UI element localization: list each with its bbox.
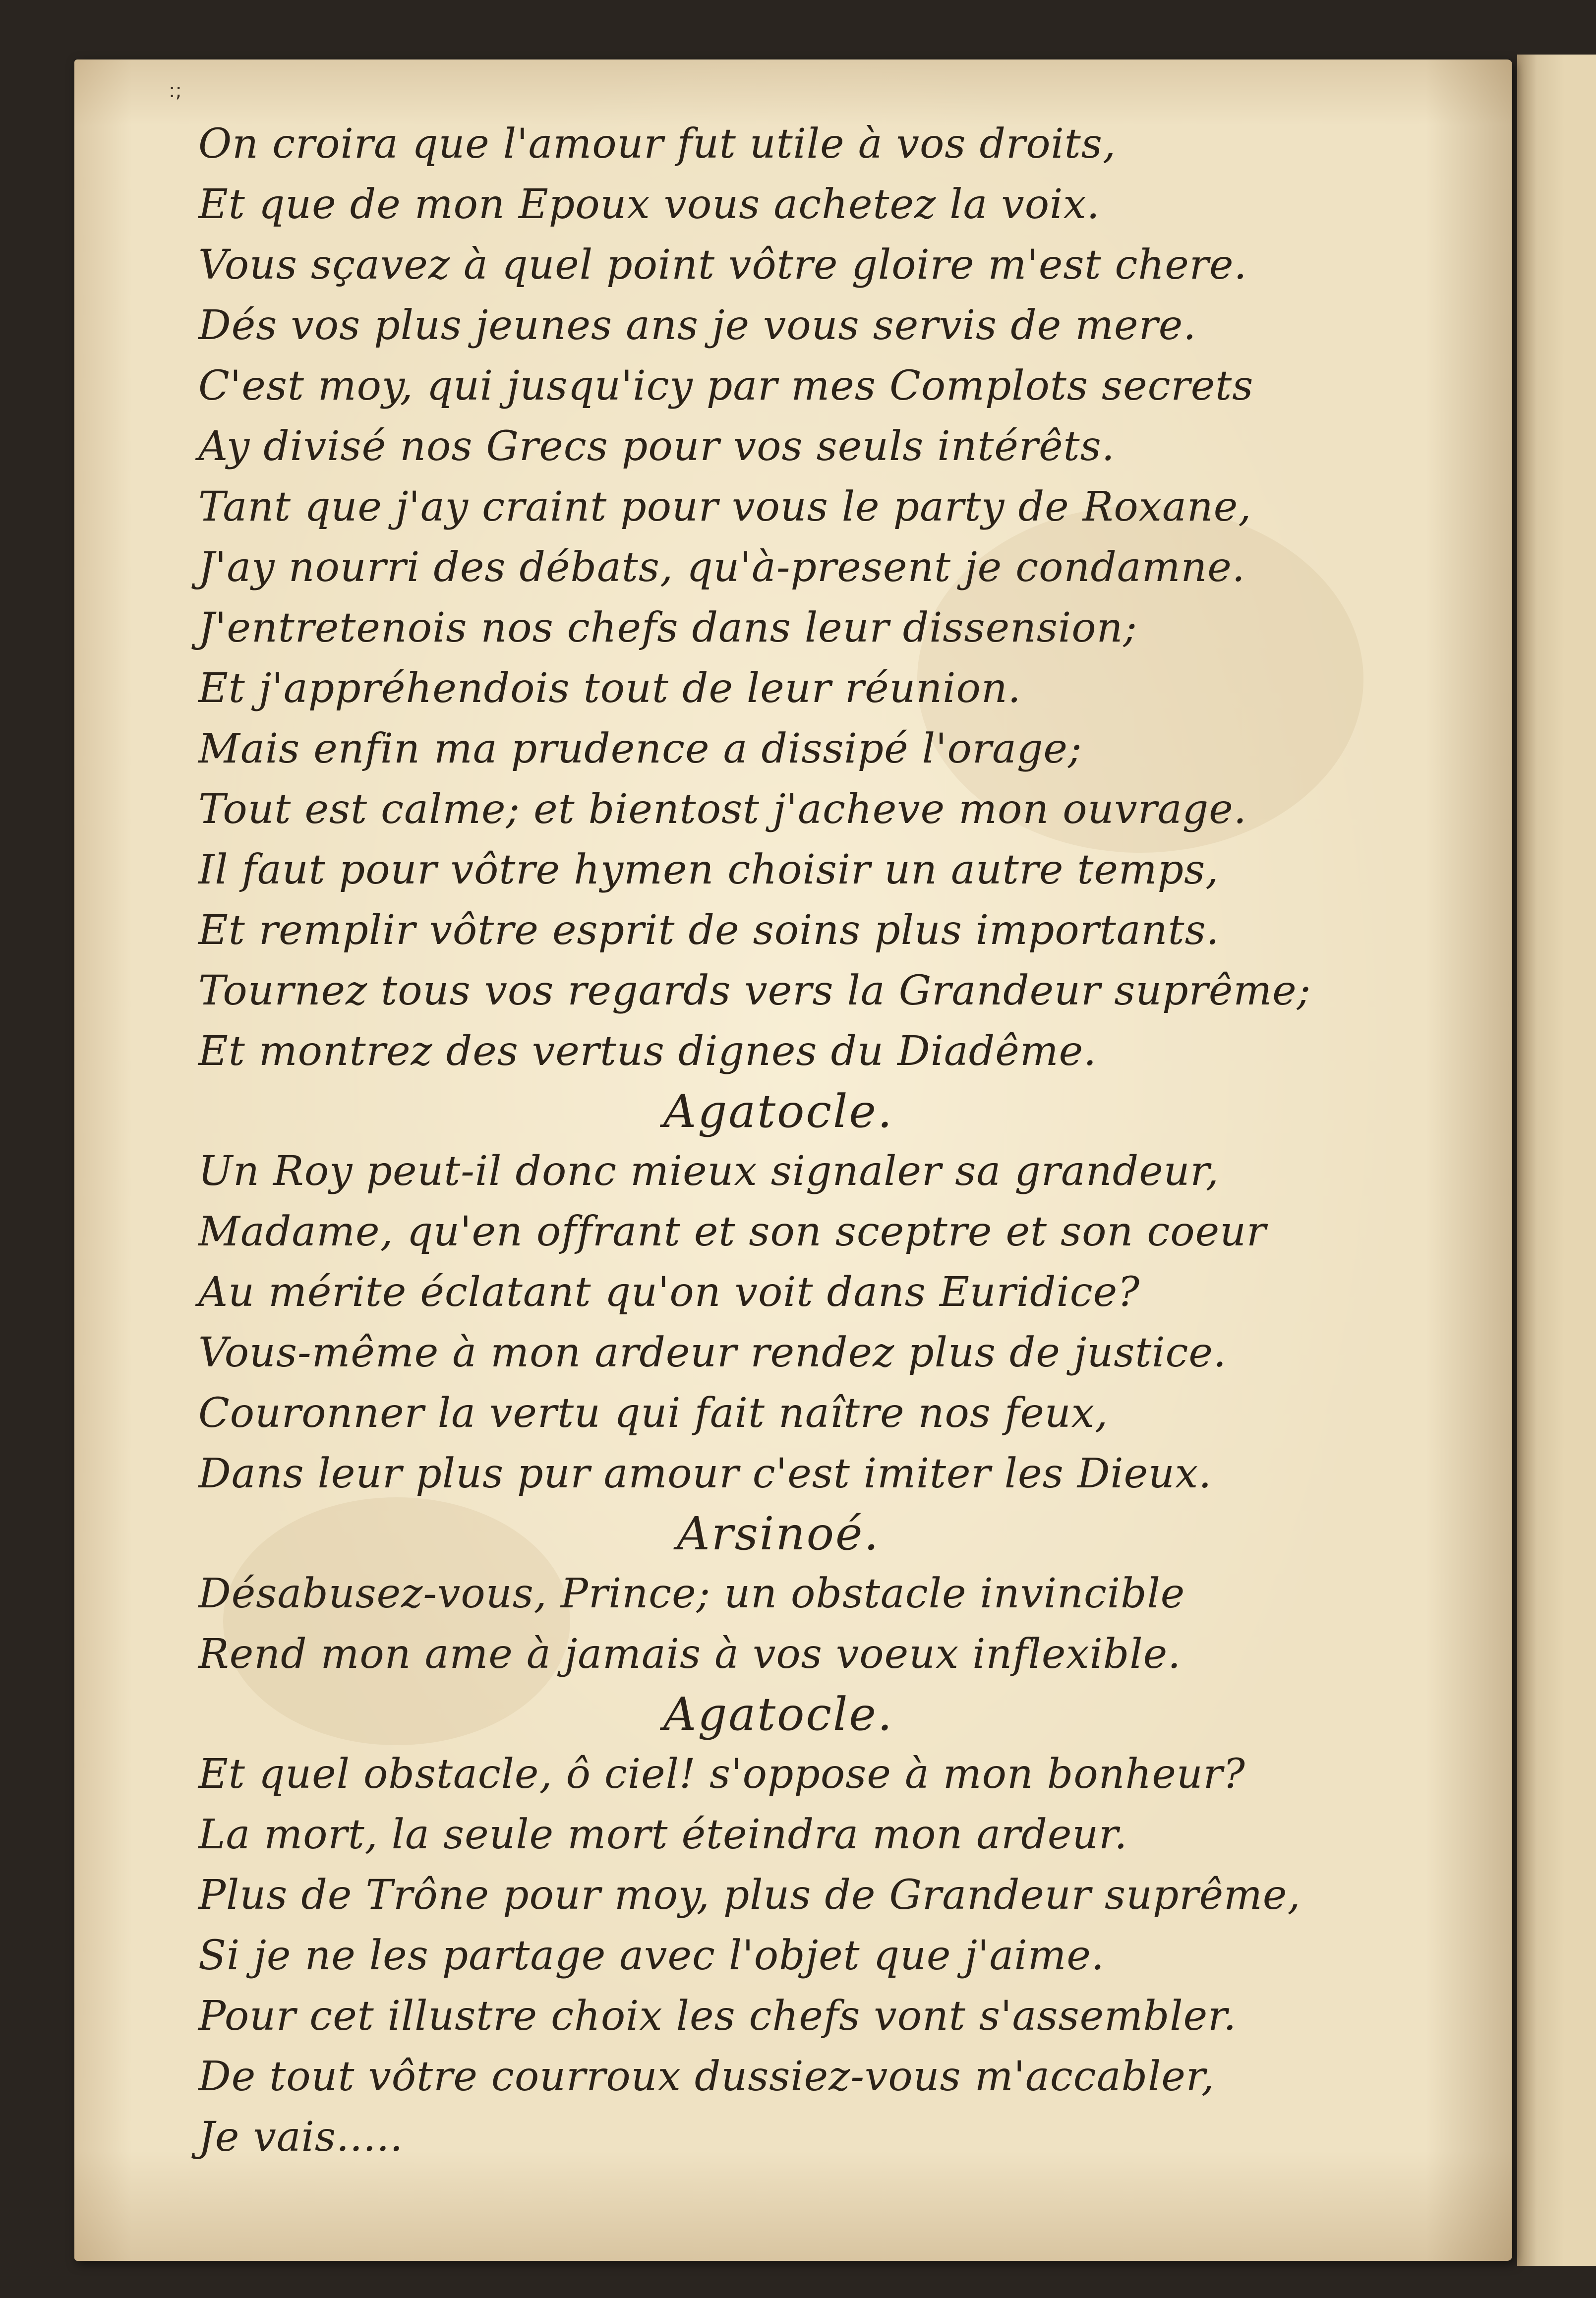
verse-line: Si je ne les partage avec l'objet que j'aime. [198,1932,1105,1979]
verse-line: Mais enfin ma prudence a dissipé l'orage; [198,725,1082,772]
verse-line: Plus de Trône pour moy, plus de Grandeur suprême, [198,1872,1301,1919]
verse-line: Un Roy peut-il donc mieux signaler sa grandeur, [198,1148,1219,1195]
verse-line: C'est moy, qui jusqu'icy par mes Complots secrets [198,362,1254,410]
verse-line: Ay divisé nos Grecs pour vos seuls intérêts. [198,423,1115,470]
verse-line: De tout vôtre courroux dussiez-vous m'accabler, [198,2053,1215,2100]
verse-line: Vous-même à mon ardeur rendez plus de justice. [198,1329,1227,1376]
verse-line: Et remplir vôtre esprit de soins plus importants. [198,907,1220,954]
verse-line: Couronner la vertu qui fait naître nos feux, [198,1390,1109,1437]
verse-line: J'ay nourri des débats, qu'à-present je condamne. [198,544,1245,591]
verse-line: Je vais..... [198,2114,404,2161]
verse-line: Tournez tous vos regards vers la Grandeur suprême; [198,967,1311,1014]
verse-line: Rend mon ame à jamais à vos voeux inflexible. [198,1631,1182,1678]
speaker-name: Agatocle. [663,1085,894,1138]
verse-line: Tant que j'ay craint pour vous le party de Roxane, [198,483,1252,530]
manuscript-text [119,114,1438,2172]
verse-line: Et quel obstacle, ô ciel! s'oppose à mon bonheur? [198,1751,1245,1798]
speaker-name: Arsinoé. [677,1507,880,1560]
verse-line: Vous sçavez à quel point vôtre gloire m'est chere. [198,241,1247,289]
verse-line: Au mérite éclatant qu'on voit dans Euridice? [198,1269,1140,1316]
verse-line: Pour cet illustre choix les chefs vont s'assembler. [198,1993,1237,2040]
verse-line: Dés vos plus jeunes ans je vous servis de mere. [198,302,1197,349]
corner-mark: :; [169,79,182,102]
verse-line: Tout est calme; et bientost j'acheve mon ouvrage. [198,786,1247,833]
verse-line: Désabusez-vous, Prince; un obstacle invincible [198,1570,1185,1617]
verse-line: Et que de mon Epoux vous achetez la voix. [198,181,1100,228]
speaker-name: Agatocle. [663,1688,894,1741]
verse-line: Et montrez des vertus dignes du Diadême. [198,1028,1097,1075]
facing-page-edge [1517,55,1596,2266]
verse-line: Dans leur plus pur amour c'est imiter les Dieux. [198,1450,1212,1497]
verse-line: J'entretenois nos chefs dans leur dissension; [198,604,1138,651]
verse-line: On croira que l'amour fut utile à vos droits, [198,120,1116,168]
verse-line: Et j'appréhendois tout de leur réunion. [198,665,1021,712]
verse-line: Il faut pour vôtre hymen choisir un autre temps, [198,846,1219,893]
verse-line: Madame, qu'en offrant et son sceptre et son coeur [198,1208,1267,1255]
verse-line: La mort, la seule mort éteindra mon ardeur. [198,1811,1128,1858]
